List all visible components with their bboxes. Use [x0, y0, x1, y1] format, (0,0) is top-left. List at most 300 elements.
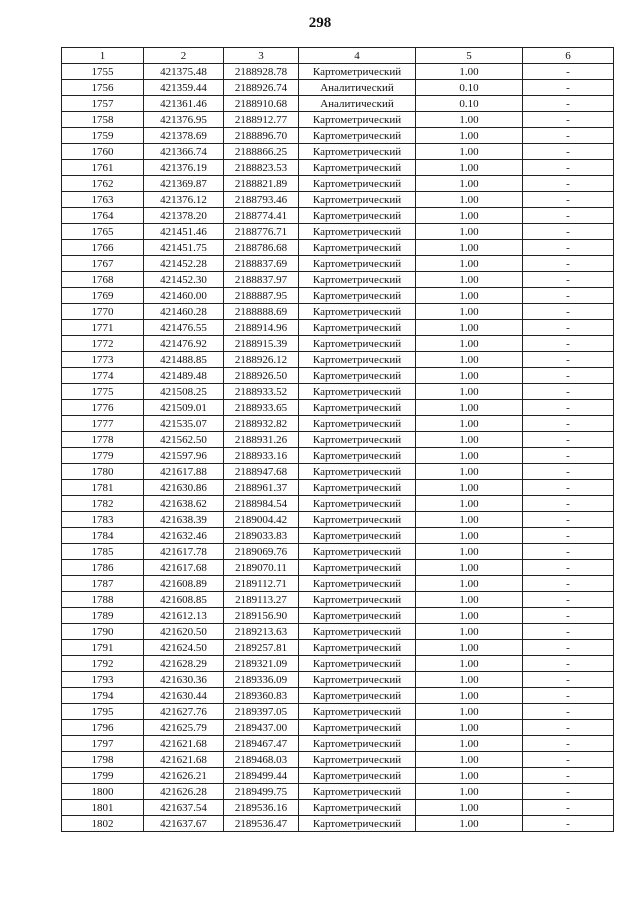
x-coordinate-cell: 421624.50 [144, 640, 224, 656]
accuracy-cell: 1.00 [416, 304, 523, 320]
method-cell: Картометрический [299, 112, 416, 128]
table-row [62, 432, 614, 448]
table-row [62, 768, 614, 784]
point-number-cell: 1772 [62, 336, 144, 352]
point-number-cell: 1794 [62, 688, 144, 704]
table-row [62, 528, 614, 544]
method-cell: Картометрический [299, 768, 416, 784]
method-cell: Картометрический [299, 288, 416, 304]
point-number-cell: 1784 [62, 528, 144, 544]
method-cell: Картометрический [299, 784, 416, 800]
table-row [62, 784, 614, 800]
note-cell: - [523, 608, 614, 624]
note-cell: - [523, 128, 614, 144]
x-coordinate-cell: 421626.21 [144, 768, 224, 784]
table-row [62, 336, 614, 352]
x-coordinate-cell: 421452.28 [144, 256, 224, 272]
accuracy-cell: 1.00 [416, 128, 523, 144]
method-cell: Картометрический [299, 672, 416, 688]
y-coordinate-cell: 2188915.39 [224, 336, 299, 352]
method-cell: Картометрический [299, 624, 416, 640]
x-coordinate-cell: 421612.13 [144, 608, 224, 624]
method-cell: Картометрический [299, 176, 416, 192]
y-coordinate-cell: 2189156.90 [224, 608, 299, 624]
method-cell: Картометрический [299, 432, 416, 448]
accuracy-cell: 1.00 [416, 752, 523, 768]
accuracy-cell: 1.00 [416, 352, 523, 368]
page-number: 298 [308, 15, 332, 31]
note-cell: - [523, 96, 614, 112]
note-cell: - [523, 272, 614, 288]
table-body [62, 64, 614, 832]
table-row [62, 160, 614, 176]
y-coordinate-cell: 2189499.44 [224, 768, 299, 784]
table-row [62, 720, 614, 736]
x-coordinate-cell: 421535.07 [144, 416, 224, 432]
point-number-cell: 1798 [62, 752, 144, 768]
table-row [62, 176, 614, 192]
note-cell: - [523, 784, 614, 800]
table-row [62, 256, 614, 272]
x-coordinate-cell: 421628.29 [144, 656, 224, 672]
accuracy-cell: 1.00 [416, 400, 523, 416]
point-number-cell: 1775 [62, 384, 144, 400]
point-number-cell: 1766 [62, 240, 144, 256]
x-coordinate-cell: 421630.44 [144, 688, 224, 704]
method-cell: Картометрический [299, 544, 416, 560]
y-coordinate-cell: 2189004.42 [224, 512, 299, 528]
x-coordinate-cell: 421621.68 [144, 736, 224, 752]
point-number-cell: 1769 [62, 288, 144, 304]
method-cell: Картометрический [299, 304, 416, 320]
note-cell: - [523, 240, 614, 256]
method-cell: Картометрический [299, 224, 416, 240]
table-row [62, 64, 614, 80]
table-row [62, 352, 614, 368]
note-cell: - [523, 496, 614, 512]
note-cell: - [523, 528, 614, 544]
y-coordinate-cell: 2189536.16 [224, 800, 299, 816]
y-coordinate-cell: 2188926.12 [224, 352, 299, 368]
y-coordinate-cell: 2188912.77 [224, 112, 299, 128]
y-coordinate-cell: 2189257.81 [224, 640, 299, 656]
table-row [62, 128, 614, 144]
table-row [62, 608, 614, 624]
accuracy-cell: 1.00 [416, 288, 523, 304]
table-row [62, 624, 614, 640]
x-coordinate-cell: 421608.85 [144, 592, 224, 608]
method-cell: Картометрический [299, 144, 416, 160]
x-coordinate-cell: 421630.36 [144, 672, 224, 688]
y-coordinate-cell: 2189468.03 [224, 752, 299, 768]
accuracy-cell: 1.00 [416, 224, 523, 240]
x-coordinate-cell: 421621.68 [144, 752, 224, 768]
point-number-cell: 1765 [62, 224, 144, 240]
x-coordinate-cell: 421366.74 [144, 144, 224, 160]
table-row [62, 288, 614, 304]
note-cell: - [523, 80, 614, 96]
point-number-cell: 1779 [62, 448, 144, 464]
header-cell-2: 2 [144, 48, 224, 64]
table-row [62, 448, 614, 464]
x-coordinate-cell: 421638.62 [144, 496, 224, 512]
table-row [62, 512, 614, 528]
y-coordinate-cell: 2189321.09 [224, 656, 299, 672]
method-cell: Картометрический [299, 496, 416, 512]
note-cell: - [523, 192, 614, 208]
note-cell: - [523, 320, 614, 336]
table-row [62, 400, 614, 416]
note-cell: - [523, 768, 614, 784]
table-row [62, 192, 614, 208]
accuracy-cell: 1.00 [416, 720, 523, 736]
header-cell-6: 6 [523, 48, 614, 64]
accuracy-cell: 1.00 [416, 176, 523, 192]
note-cell: - [523, 400, 614, 416]
accuracy-cell: 1.00 [416, 384, 523, 400]
accuracy-cell: 1.00 [416, 336, 523, 352]
x-coordinate-cell: 421361.46 [144, 96, 224, 112]
x-coordinate-cell: 421452.30 [144, 272, 224, 288]
point-number-cell: 1797 [62, 736, 144, 752]
accuracy-cell: 1.00 [416, 496, 523, 512]
point-number-cell: 1778 [62, 432, 144, 448]
table-row [62, 96, 614, 112]
note-cell: - [523, 480, 614, 496]
method-cell: Картометрический [299, 528, 416, 544]
y-coordinate-cell: 2189213.63 [224, 624, 299, 640]
y-coordinate-cell: 2188888.69 [224, 304, 299, 320]
note-cell: - [523, 736, 614, 752]
point-number-cell: 1780 [62, 464, 144, 480]
point-number-cell: 1760 [62, 144, 144, 160]
accuracy-cell: 1.00 [416, 816, 523, 832]
method-cell: Картометрический [299, 480, 416, 496]
accuracy-cell: 1.00 [416, 432, 523, 448]
accuracy-cell: 1.00 [416, 640, 523, 656]
x-coordinate-cell: 421488.85 [144, 352, 224, 368]
header-cell-3: 3 [224, 48, 299, 64]
method-cell: Картометрический [299, 688, 416, 704]
point-number-cell: 1770 [62, 304, 144, 320]
accuracy-cell: 1.00 [416, 272, 523, 288]
table-row [62, 304, 614, 320]
y-coordinate-cell: 2188793.46 [224, 192, 299, 208]
x-coordinate-cell: 421375.48 [144, 64, 224, 80]
x-coordinate-cell: 421460.00 [144, 288, 224, 304]
table-row [62, 80, 614, 96]
point-number-cell: 1801 [62, 800, 144, 816]
method-cell: Картометрический [299, 448, 416, 464]
note-cell: - [523, 352, 614, 368]
note-cell: - [523, 432, 614, 448]
point-number-cell: 1790 [62, 624, 144, 640]
y-coordinate-cell: 2188928.78 [224, 64, 299, 80]
method-cell: Картометрический [299, 800, 416, 816]
note-cell: - [523, 208, 614, 224]
x-coordinate-cell: 421369.87 [144, 176, 224, 192]
method-cell: Картометрический [299, 384, 416, 400]
method-cell: Аналитический [299, 96, 416, 112]
note-cell: - [523, 256, 614, 272]
table-row [62, 672, 614, 688]
note-cell: - [523, 672, 614, 688]
note-cell: - [523, 752, 614, 768]
accuracy-cell: 1.00 [416, 464, 523, 480]
point-number-cell: 1758 [62, 112, 144, 128]
note-cell: - [523, 224, 614, 240]
point-number-cell: 1777 [62, 416, 144, 432]
note-cell: - [523, 144, 614, 160]
accuracy-cell: 1.00 [416, 160, 523, 176]
x-coordinate-cell: 421476.92 [144, 336, 224, 352]
table-row [62, 736, 614, 752]
point-number-cell: 1767 [62, 256, 144, 272]
point-number-cell: 1755 [62, 64, 144, 80]
note-cell: - [523, 576, 614, 592]
x-coordinate-cell: 421460.28 [144, 304, 224, 320]
accuracy-cell: 1.00 [416, 368, 523, 384]
y-coordinate-cell: 2189112.71 [224, 576, 299, 592]
note-cell: - [523, 816, 614, 832]
y-coordinate-cell: 2188933.65 [224, 400, 299, 416]
y-coordinate-cell: 2188984.54 [224, 496, 299, 512]
note-cell: - [523, 512, 614, 528]
x-coordinate-cell: 421597.96 [144, 448, 224, 464]
note-cell: - [523, 640, 614, 656]
point-number-cell: 1761 [62, 160, 144, 176]
table-row [62, 496, 614, 512]
accuracy-cell: 1.00 [416, 112, 523, 128]
method-cell: Картометрический [299, 752, 416, 768]
point-number-cell: 1783 [62, 512, 144, 528]
accuracy-cell: 1.00 [416, 608, 523, 624]
method-cell: Картометрический [299, 720, 416, 736]
method-cell: Картометрический [299, 256, 416, 272]
y-coordinate-cell: 2189070.11 [224, 560, 299, 576]
note-cell: - [523, 464, 614, 480]
note-cell: - [523, 800, 614, 816]
note-cell: - [523, 304, 614, 320]
method-cell: Картометрический [299, 576, 416, 592]
table-header [62, 48, 614, 64]
header-row [62, 48, 614, 64]
accuracy-cell: 1.00 [416, 624, 523, 640]
note-cell: - [523, 288, 614, 304]
table-row [62, 112, 614, 128]
y-coordinate-cell: 2189033.83 [224, 528, 299, 544]
table-row [62, 272, 614, 288]
accuracy-cell: 1.00 [416, 656, 523, 672]
accuracy-cell: 1.00 [416, 560, 523, 576]
point-number-cell: 1781 [62, 480, 144, 496]
accuracy-cell: 1.00 [416, 672, 523, 688]
table-row [62, 224, 614, 240]
note-cell: - [523, 560, 614, 576]
accuracy-cell: 1.00 [416, 64, 523, 80]
method-cell: Картометрический [299, 416, 416, 432]
method-cell: Картометрический [299, 608, 416, 624]
point-number-cell: 1762 [62, 176, 144, 192]
method-cell: Картометрический [299, 512, 416, 528]
method-cell: Картометрический [299, 192, 416, 208]
x-coordinate-cell: 421617.68 [144, 560, 224, 576]
y-coordinate-cell: 2188926.74 [224, 80, 299, 96]
y-coordinate-cell: 2189360.83 [224, 688, 299, 704]
method-cell: Картометрический [299, 368, 416, 384]
accuracy-cell: 1.00 [416, 448, 523, 464]
method-cell: Картометрический [299, 640, 416, 656]
accuracy-cell: 1.00 [416, 480, 523, 496]
note-cell: - [523, 64, 614, 80]
x-coordinate-cell: 421451.75 [144, 240, 224, 256]
y-coordinate-cell: 2189467.47 [224, 736, 299, 752]
note-cell: - [523, 160, 614, 176]
note-cell: - [523, 720, 614, 736]
y-coordinate-cell: 2189499.75 [224, 784, 299, 800]
x-coordinate-cell: 421376.95 [144, 112, 224, 128]
table-row [62, 416, 614, 432]
x-coordinate-cell: 421608.89 [144, 576, 224, 592]
y-coordinate-cell: 2188837.97 [224, 272, 299, 288]
y-coordinate-cell: 2188910.68 [224, 96, 299, 112]
point-number-cell: 1793 [62, 672, 144, 688]
point-number-cell: 1787 [62, 576, 144, 592]
accuracy-cell: 1.00 [416, 256, 523, 272]
y-coordinate-cell: 2188926.50 [224, 368, 299, 384]
table-row [62, 464, 614, 480]
point-number-cell: 1782 [62, 496, 144, 512]
point-number-cell: 1800 [62, 784, 144, 800]
note-cell: - [523, 368, 614, 384]
y-coordinate-cell: 2189437.00 [224, 720, 299, 736]
point-number-cell: 1799 [62, 768, 144, 784]
method-cell: Картометрический [299, 400, 416, 416]
method-cell: Картометрический [299, 208, 416, 224]
table-row [62, 560, 614, 576]
method-cell: Аналитический [299, 80, 416, 96]
method-cell: Картометрический [299, 656, 416, 672]
accuracy-cell: 1.00 [416, 768, 523, 784]
y-coordinate-cell: 2188961.37 [224, 480, 299, 496]
note-cell: - [523, 448, 614, 464]
x-coordinate-cell: 421625.79 [144, 720, 224, 736]
note-cell: - [523, 592, 614, 608]
table-row [62, 752, 614, 768]
accuracy-cell: 0.10 [416, 80, 523, 96]
y-coordinate-cell: 2188823.53 [224, 160, 299, 176]
accuracy-cell: 1.00 [416, 192, 523, 208]
x-coordinate-cell: 421376.12 [144, 192, 224, 208]
note-cell: - [523, 176, 614, 192]
x-coordinate-cell: 421562.50 [144, 432, 224, 448]
y-coordinate-cell: 2188774.41 [224, 208, 299, 224]
table-row [62, 656, 614, 672]
accuracy-cell: 1.00 [416, 208, 523, 224]
point-number-cell: 1786 [62, 560, 144, 576]
accuracy-cell: 1.00 [416, 320, 523, 336]
point-number-cell: 1768 [62, 272, 144, 288]
method-cell: Картометрический [299, 704, 416, 720]
method-cell: Картометрический [299, 816, 416, 832]
table-row [62, 704, 614, 720]
table-row [62, 384, 614, 400]
note-cell: - [523, 112, 614, 128]
point-number-cell: 1796 [62, 720, 144, 736]
point-number-cell: 1785 [62, 544, 144, 560]
x-coordinate-cell: 421451.46 [144, 224, 224, 240]
table-row [62, 640, 614, 656]
table-row [62, 368, 614, 384]
x-coordinate-cell: 421630.86 [144, 480, 224, 496]
y-coordinate-cell: 2188776.71 [224, 224, 299, 240]
table-row [62, 144, 614, 160]
point-number-cell: 1802 [62, 816, 144, 832]
note-cell: - [523, 416, 614, 432]
x-coordinate-cell: 421378.69 [144, 128, 224, 144]
method-cell: Картометрический [299, 336, 416, 352]
y-coordinate-cell: 2188896.70 [224, 128, 299, 144]
y-coordinate-cell: 2188887.95 [224, 288, 299, 304]
method-cell: Картометрический [299, 560, 416, 576]
method-cell: Картометрический [299, 272, 416, 288]
y-coordinate-cell: 2188947.68 [224, 464, 299, 480]
table-row [62, 592, 614, 608]
x-coordinate-cell: 421620.50 [144, 624, 224, 640]
y-coordinate-cell: 2189336.09 [224, 672, 299, 688]
x-coordinate-cell: 421509.01 [144, 400, 224, 416]
point-number-cell: 1776 [62, 400, 144, 416]
y-coordinate-cell: 2188932.82 [224, 416, 299, 432]
accuracy-cell: 1.00 [416, 240, 523, 256]
x-coordinate-cell: 421638.39 [144, 512, 224, 528]
x-coordinate-cell: 421378.20 [144, 208, 224, 224]
table-row [62, 208, 614, 224]
note-cell: - [523, 336, 614, 352]
header-cell-4: 4 [299, 48, 416, 64]
method-cell: Картометрический [299, 64, 416, 80]
method-cell: Картометрический [299, 736, 416, 752]
point-number-cell: 1792 [62, 656, 144, 672]
y-coordinate-cell: 2189069.76 [224, 544, 299, 560]
y-coordinate-cell: 2188933.16 [224, 448, 299, 464]
table-row [62, 800, 614, 816]
table-row [62, 320, 614, 336]
y-coordinate-cell: 2189113.27 [224, 592, 299, 608]
point-number-cell: 1757 [62, 96, 144, 112]
note-cell: - [523, 384, 614, 400]
y-coordinate-cell: 2189397.05 [224, 704, 299, 720]
table-row [62, 544, 614, 560]
coordinates-table [61, 47, 614, 832]
y-coordinate-cell: 2188837.69 [224, 256, 299, 272]
accuracy-cell: 1.00 [416, 800, 523, 816]
accuracy-cell: 1.00 [416, 528, 523, 544]
accuracy-cell: 1.00 [416, 416, 523, 432]
accuracy-cell: 1.00 [416, 704, 523, 720]
x-coordinate-cell: 421626.28 [144, 784, 224, 800]
y-coordinate-cell: 2188931.26 [224, 432, 299, 448]
x-coordinate-cell: 421637.54 [144, 800, 224, 816]
point-number-cell: 1759 [62, 128, 144, 144]
method-cell: Картометрический [299, 320, 416, 336]
point-number-cell: 1756 [62, 80, 144, 96]
method-cell: Картометрический [299, 592, 416, 608]
point-number-cell: 1788 [62, 592, 144, 608]
header-cell-1: 1 [62, 48, 144, 64]
x-coordinate-cell: 421617.78 [144, 544, 224, 560]
note-cell: - [523, 544, 614, 560]
